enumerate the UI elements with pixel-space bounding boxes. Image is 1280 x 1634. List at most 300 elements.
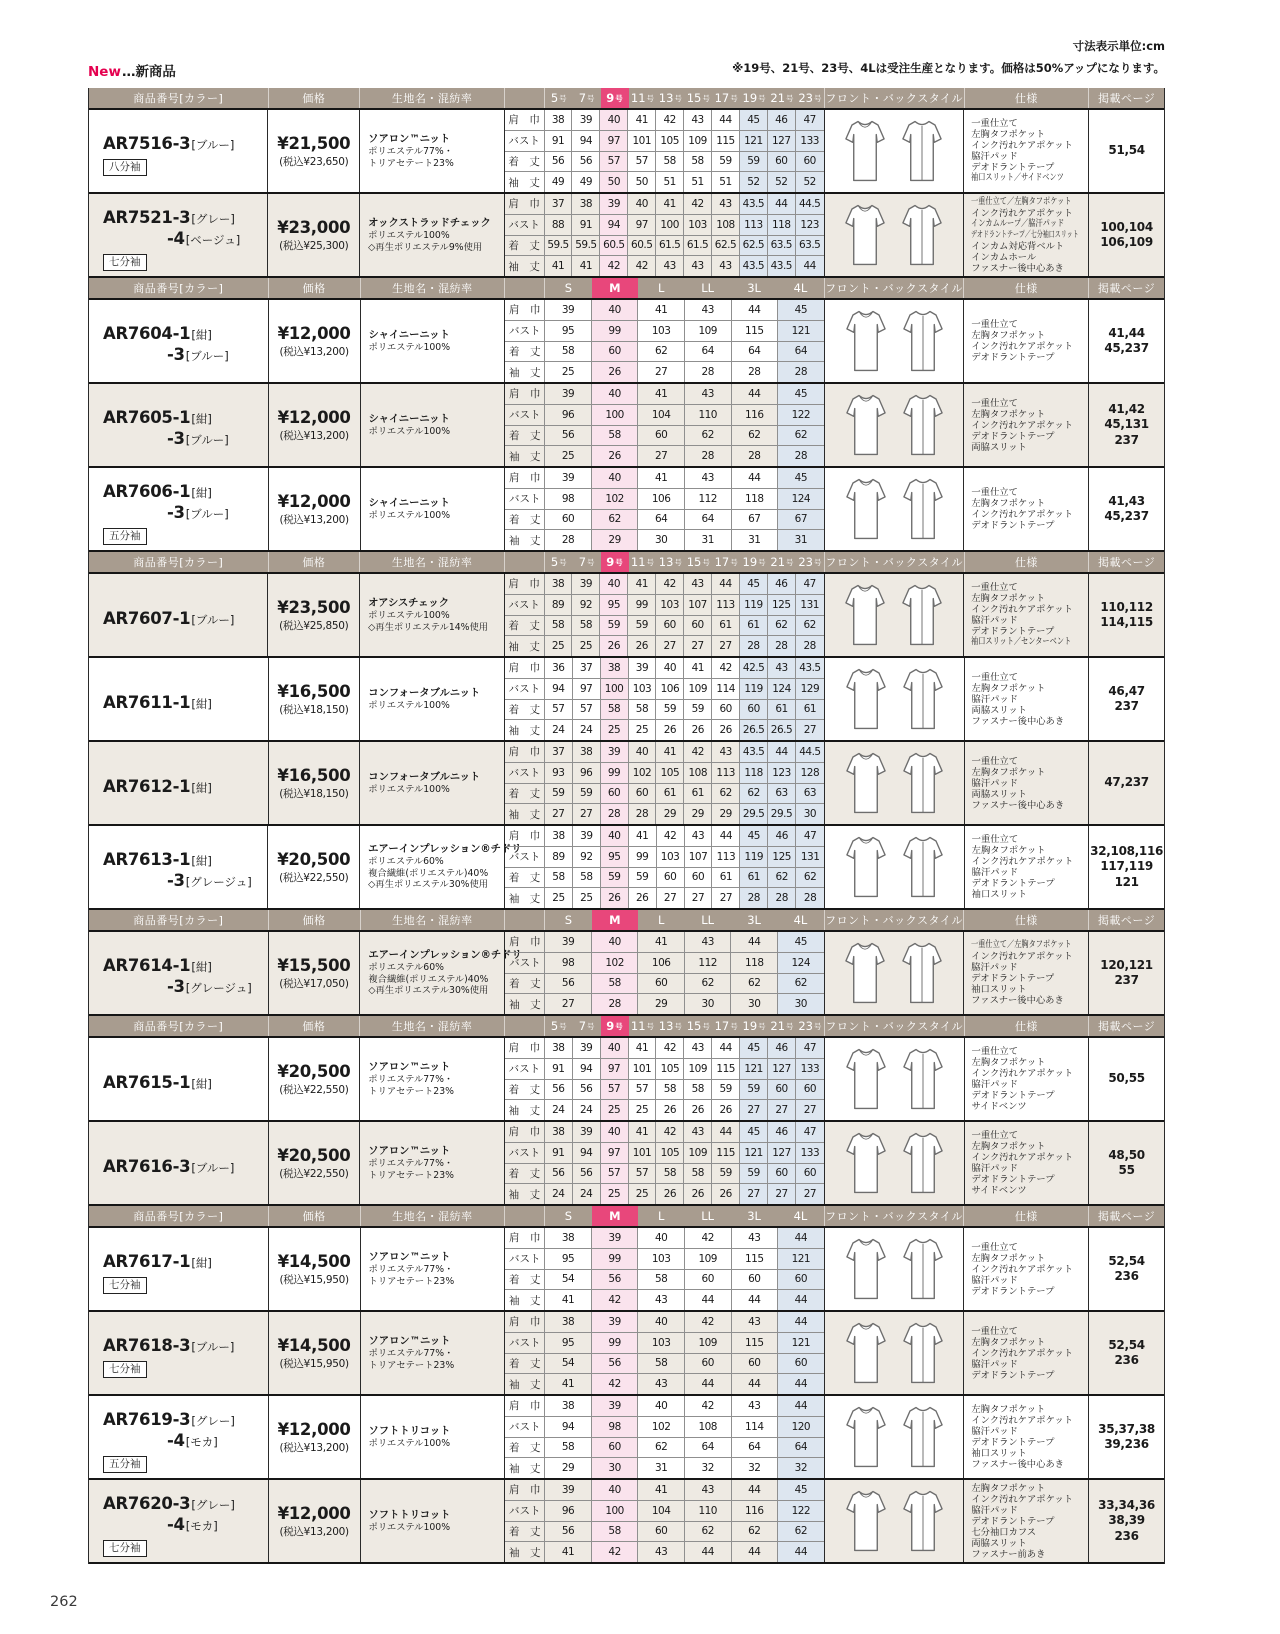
fabric-composition: トリアセテート23% <box>368 1359 455 1371</box>
measurement-row <box>505 974 823 995</box>
measurement-label: 袖 丈 <box>505 1100 545 1120</box>
measurement-value: 101 <box>628 131 656 151</box>
product-code-line <box>103 850 267 871</box>
measurement-value: 105 <box>656 131 684 151</box>
size-column-header: 3L <box>747 281 761 295</box>
column-header-fabric: 生地名・混紡率 <box>361 910 506 930</box>
size-column-header: L <box>658 281 665 295</box>
spec-item: ファスナー後中心あき <box>971 799 1065 811</box>
price-cell <box>268 194 360 276</box>
product-code: AR7611-1 <box>103 692 191 712</box>
measurement-label: 肩 巾 <box>505 574 545 594</box>
page-reference: 51,54 <box>1108 143 1145 158</box>
measurement-value: 99 <box>592 1249 639 1269</box>
measurement-row <box>505 256 824 276</box>
page-reference: 52,54 <box>1108 1337 1145 1352</box>
measurement-value: 67 <box>732 510 779 530</box>
garment-back-illustration <box>897 831 949 903</box>
measurement-row <box>505 679 824 700</box>
measurement-value: 113 <box>712 763 740 783</box>
measurement-value: 41 <box>638 468 685 488</box>
measurement-value: 58 <box>592 1522 639 1542</box>
product-color: [紺] <box>191 780 212 795</box>
fabric-cell <box>360 194 505 276</box>
measurement-value: 131 <box>796 847 824 867</box>
measurement-value: 51 <box>684 172 712 192</box>
spec-item: 一重仕立て <box>971 582 1018 593</box>
measurement-value: 60 <box>685 1354 732 1374</box>
product-color: [紺] <box>191 696 212 711</box>
spec-item: インク汚れケアポケット <box>971 1068 1074 1079</box>
measurement-value: 103 <box>629 679 657 699</box>
spec-item: 脇汗パッド <box>971 151 1018 162</box>
spec-item: 左胸タフポケット <box>971 408 1046 420</box>
measurement-value: 26 <box>600 636 628 656</box>
measurement-value: 99 <box>592 1333 639 1353</box>
measurement-row <box>505 595 824 616</box>
measurement-value: 44 <box>712 110 740 130</box>
spec-cell <box>964 110 1089 192</box>
measurement-row <box>505 236 824 257</box>
measurement-value: 45 <box>740 574 768 594</box>
column-header-price: 価格 <box>269 1016 361 1036</box>
measurement-label: 袖 丈 <box>505 362 545 382</box>
measurement-row <box>505 616 824 637</box>
measurement-value: 45 <box>740 1122 768 1142</box>
measure-label-spacer <box>505 278 545 298</box>
measurement-row <box>505 658 824 679</box>
price-cell <box>269 1228 361 1310</box>
measurement-value: 98 <box>545 953 592 973</box>
product-color: [ブルー] <box>191 1340 235 1354</box>
measurement-value: 103 <box>684 215 712 235</box>
measurement-row <box>505 110 824 131</box>
measurement-value: 45 <box>778 384 824 404</box>
product-cell <box>89 1038 269 1120</box>
product-code-line <box>103 503 268 524</box>
size-column-header: 11 号 <box>630 91 655 105</box>
measurement-value: 133 <box>796 131 824 151</box>
measurement-value: 27 <box>796 720 824 740</box>
column-header-front-back-style: フロント・バックスタイル <box>825 1016 965 1036</box>
measurements-grid <box>505 1480 824 1562</box>
price-main: ¥12,000 <box>277 491 351 511</box>
measurement-value: 32 <box>685 1458 732 1478</box>
measurement-label: 肩 巾 <box>505 826 545 846</box>
garment-back-illustration <box>897 473 949 545</box>
measurement-value: 57 <box>628 152 656 172</box>
measurement-label: バスト <box>505 1501 545 1521</box>
measurement-value: 62.5 <box>712 236 740 256</box>
size-column-header: 23 号 <box>798 1019 822 1033</box>
fabric-name: シャイニーニット <box>368 328 450 341</box>
measurement-value: 58 <box>592 974 639 994</box>
product-code-line <box>103 208 267 229</box>
spec-item: インク汚れケアポケット <box>971 1347 1073 1359</box>
page-reference: 35,37,38 <box>1098 1421 1155 1436</box>
spec-cell <box>965 1038 1090 1120</box>
measurement-value: 40 <box>638 1312 685 1332</box>
measurement-label: 肩 巾 <box>505 1396 545 1416</box>
product-color: [モカ] <box>185 1434 218 1449</box>
fabric-name: エアーインプレッション®チドリ <box>368 842 522 855</box>
measurement-value: 62 <box>778 1522 824 1542</box>
product-row <box>89 1228 1164 1312</box>
size-columns-header <box>505 910 824 930</box>
measurement-value: 109 <box>684 131 712 151</box>
sleeve-length-badge: 七分袖 <box>103 1361 147 1378</box>
size-column-header: M <box>592 910 638 930</box>
front-back-style-cell <box>825 658 965 740</box>
measurement-value: 45 <box>740 826 768 846</box>
measurement-value: 60 <box>732 1354 779 1374</box>
measurement-value: 44 <box>685 1290 732 1310</box>
size-column-header: L <box>658 913 665 927</box>
page-reference: 45,237 <box>1104 509 1149 523</box>
measurement-value: 60 <box>712 700 740 720</box>
measurement-value: 127 <box>768 131 796 151</box>
measurement-value: 122 <box>778 405 824 425</box>
price-tax: (税込¥13,200) <box>279 513 349 526</box>
fabric-cell <box>360 110 505 192</box>
measurement-value: 39 <box>601 742 629 762</box>
measurement-value: 44 <box>768 194 796 214</box>
measurement-value: 46 <box>768 574 796 594</box>
fabric-composition: ポリエステル60% <box>368 855 444 867</box>
fabric-composition: ポリエステル100% <box>368 341 451 353</box>
measurement-value: 28 <box>629 804 657 824</box>
measurement-value: 38 <box>573 742 601 762</box>
measurement-value: 124 <box>778 953 824 973</box>
product-color: [紺] <box>191 485 212 500</box>
column-header-price: 価格 <box>269 278 361 298</box>
measurement-value: 26 <box>656 1100 684 1120</box>
spec-item: ファスナー後中心あき <box>971 995 1064 1006</box>
measurement-label: バスト <box>505 679 545 699</box>
product-code-line <box>103 609 267 630</box>
measurement-value: 58 <box>545 342 592 362</box>
page-reference: 39,236 <box>1104 1437 1149 1451</box>
measurement-row <box>505 742 824 763</box>
measurement-value: 60 <box>545 510 592 530</box>
fabric-cell <box>360 1038 505 1120</box>
measurement-value: 42 <box>592 1542 639 1562</box>
measurement-value: 129 <box>796 679 824 699</box>
measurement-value: 25 <box>573 888 601 908</box>
measurement-value: 97 <box>573 679 601 699</box>
measurement-value: 58 <box>656 152 684 172</box>
column-header-fabric: 生地名・混紡率 <box>361 1206 506 1226</box>
new-legend <box>88 60 176 80</box>
measurement-value: 28 <box>601 804 629 824</box>
measurement-value: 45 <box>740 1038 768 1058</box>
measurement-value: 39 <box>572 574 600 594</box>
measurement-value: 94 <box>573 1143 601 1163</box>
measurement-value: 109 <box>684 1143 712 1163</box>
measurement-row <box>505 1333 823 1354</box>
measurement-row <box>505 152 824 173</box>
product-code: -4 <box>167 228 185 248</box>
measurements-grid <box>505 468 824 550</box>
measurement-label: 袖 丈 <box>505 1184 545 1204</box>
spec-item: 一重仕立て <box>971 1241 1018 1253</box>
measurement-value: 113 <box>740 215 768 235</box>
product-cell <box>89 468 269 550</box>
pages-cell <box>1089 1228 1164 1310</box>
measurement-value: 57 <box>601 1080 629 1100</box>
measurement-value: 38 <box>545 1228 592 1248</box>
measurement-row <box>505 215 824 236</box>
pages-cell <box>1089 1396 1164 1478</box>
measurement-value: 60.5 <box>628 236 656 256</box>
pages-cell <box>1089 826 1164 908</box>
measurement-value: 27 <box>657 888 685 908</box>
measurement-value: 24 <box>573 720 601 740</box>
measurement-value: 28 <box>778 446 824 466</box>
price-cell <box>268 826 360 908</box>
measurement-value: 105 <box>656 1143 684 1163</box>
measurement-value: 120 <box>778 1417 824 1437</box>
spec-item: インク汚れケアポケット <box>971 1263 1073 1275</box>
column-header-product: 商品番号[カラー] <box>89 552 269 572</box>
measurement-value: 43.5 <box>740 256 768 276</box>
measurement-label: 着 丈 <box>505 1438 545 1458</box>
measurement-value: 57 <box>573 700 601 720</box>
product-color: [グレー] <box>191 1413 235 1428</box>
measurement-value: 116 <box>732 1501 779 1521</box>
measurement-value: 108 <box>684 763 712 783</box>
measurement-value: 58 <box>572 616 600 636</box>
measurement-value: 64 <box>732 1438 779 1458</box>
garment-front-illustration <box>840 1485 892 1557</box>
fabric-composition: ポリエステル100% <box>368 1437 451 1449</box>
size-band-header <box>89 1016 1164 1038</box>
fabric-cell <box>361 384 506 466</box>
measurement-value: 109 <box>685 1333 732 1353</box>
fabric-cell <box>361 1480 506 1562</box>
measurement-value: 42 <box>685 1312 732 1332</box>
fabric-composition: 複合繊維(ポリエステル)40% <box>368 973 489 985</box>
measurement-value: 26 <box>712 1100 740 1120</box>
price-tax: (税込¥23,650) <box>279 155 349 168</box>
spec-item: 一重仕立て <box>971 755 1019 767</box>
measurement-value: 64 <box>732 342 779 362</box>
measurement-value: 59 <box>656 700 684 720</box>
measurement-value: 42 <box>592 1290 639 1310</box>
measurement-value: 28 <box>778 362 824 382</box>
product-code-line <box>103 1431 268 1452</box>
front-back-style-cell <box>825 300 965 382</box>
measurement-value: 58 <box>592 426 639 446</box>
measurement-value: 109 <box>684 1059 712 1079</box>
fabric-name: オックストラッドチェック <box>368 216 491 229</box>
measurement-value: 29 <box>592 530 639 550</box>
measurement-value: 38 <box>572 194 600 214</box>
measurement-value: 58 <box>629 700 657 720</box>
product-code: AR7617-1 <box>103 1252 191 1271</box>
spec-item: インク汚れケアポケット <box>971 604 1073 615</box>
product-code: -4 <box>167 1514 185 1534</box>
price-tax: (税込¥13,200) <box>279 429 349 442</box>
measurements-grid <box>505 658 825 740</box>
page-reference: 41,44 <box>1108 325 1145 340</box>
product-code: AR7606-1 <box>103 481 191 501</box>
product-color: [ブルー] <box>191 612 235 627</box>
measurement-row <box>505 826 824 847</box>
front-back-style-cell <box>825 1228 965 1310</box>
spec-item: 左胸タフポケット <box>971 1141 1046 1152</box>
measurement-value: 115 <box>712 1059 740 1079</box>
page-reference: 236 <box>1114 1353 1139 1367</box>
measurement-label: 着 丈 <box>505 236 545 256</box>
measurement-value: 61 <box>740 868 768 888</box>
measurement-value: 27 <box>740 1100 768 1120</box>
measurement-value: 25 <box>629 1100 657 1120</box>
measurement-value: 38 <box>545 1038 573 1058</box>
product-cell <box>89 1228 269 1310</box>
column-header-pages: 掲載ページ <box>1097 556 1156 569</box>
measurement-value: 62 <box>732 1522 779 1542</box>
measurement-value: 58 <box>638 1270 685 1290</box>
measurement-value: 96 <box>545 405 592 425</box>
product-row <box>89 1122 1164 1206</box>
product-color: [ブルー] <box>185 349 229 363</box>
measurement-row <box>505 131 824 152</box>
measurement-value: 119 <box>740 679 768 699</box>
measurement-value: 28 <box>740 888 768 908</box>
price-tax: (税込¥22,550) <box>279 871 349 884</box>
measurement-label: バスト <box>505 847 545 867</box>
price-cell <box>269 1312 361 1394</box>
measurement-value: 62 <box>638 1438 685 1458</box>
measurement-value: 27 <box>638 362 685 382</box>
measurement-value: 94 <box>573 1059 601 1079</box>
measurement-value: 40 <box>601 826 629 846</box>
spec-item: インカム対応背ベルト <box>971 240 1065 252</box>
measurement-label: 着 丈 <box>505 1080 545 1100</box>
measurement-value: 103 <box>656 595 684 615</box>
measurement-value: 43 <box>685 932 732 952</box>
garment-front-illustration <box>840 1401 892 1473</box>
measurement-value: 107 <box>684 595 712 615</box>
measurement-value: 43 <box>712 742 740 762</box>
measurement-value: 45 <box>778 468 824 488</box>
measurement-row <box>505 446 823 466</box>
fabric-composition: ポリエステル100% <box>368 699 450 711</box>
measurement-value: 54 <box>545 1270 592 1290</box>
spec-item: 一重仕立て <box>971 487 1018 498</box>
measurement-value: 32 <box>732 1458 779 1478</box>
size-column-header: 13 号 <box>658 91 682 105</box>
price-cell <box>269 1396 361 1478</box>
spec-item: インカムループ／脇汗パッド <box>971 218 1065 229</box>
column-header-pages: 掲載ページ <box>1097 914 1156 927</box>
price-tax: (税込¥13,200) <box>279 1441 349 1454</box>
measurement-value: 25 <box>545 888 573 908</box>
measurement-value: 60 <box>638 426 685 446</box>
measurement-value: 95 <box>600 595 628 615</box>
measurement-label: バスト <box>505 489 545 509</box>
spec-item: インク汚れケアポケット <box>971 207 1073 219</box>
fabric-cell <box>360 574 505 656</box>
measurement-label: 着 丈 <box>505 510 545 530</box>
measurement-row <box>505 1501 823 1522</box>
product-color: [モカ] <box>185 1518 218 1533</box>
price-cell <box>268 110 360 192</box>
size-column-header: LL <box>701 913 715 927</box>
measurement-row <box>505 888 824 908</box>
measurement-label: バスト <box>505 321 545 341</box>
product-color: [グレー] <box>191 211 235 226</box>
measurement-value: 56 <box>545 426 592 446</box>
measurement-value: 95 <box>545 1333 592 1353</box>
product-cell <box>89 384 269 466</box>
product-code: AR7614-1 <box>103 956 191 975</box>
measurement-value: 98 <box>592 1417 639 1437</box>
price-tax: (税込¥15,950) <box>279 1357 349 1370</box>
measurement-value: 58 <box>684 1080 712 1100</box>
measurement-row <box>505 847 824 868</box>
fabric-composition: ポリエステル77%・ <box>368 1263 454 1275</box>
product-cell <box>89 574 268 656</box>
spec-item: 脇汗パッド <box>971 1274 1018 1286</box>
garment-back-illustration <box>897 389 949 461</box>
measurement-value: 99 <box>629 847 657 867</box>
measurement-value: 43 <box>732 1228 779 1248</box>
spec-item: デオドラントテープ <box>971 878 1055 889</box>
size-column-header: 13 号 <box>658 1019 682 1033</box>
spec-item: 左胸タフポケット <box>971 1404 1046 1415</box>
garment-front-illustration <box>839 115 891 187</box>
measurement-row <box>505 510 823 531</box>
spec-item: デオドラントテープ／七分袖口スリット <box>971 229 1079 240</box>
measurement-label: 肩 巾 <box>505 1312 545 1332</box>
measurement-value: 30 <box>685 994 732 1014</box>
measurement-value: 44.5 <box>796 742 824 762</box>
measurement-value: 59 <box>712 1080 740 1100</box>
size-columns-header <box>505 278 824 298</box>
spec-item: ファスナー後中心あき <box>971 715 1065 727</box>
product-row <box>89 932 1164 1016</box>
measurement-value: 39 <box>545 468 592 488</box>
measurement-label: 袖 丈 <box>505 1290 545 1310</box>
measurement-value: 45 <box>740 110 768 130</box>
measurement-value: 38 <box>545 574 573 594</box>
size-column-header: 4L <box>793 1209 808 1223</box>
fabric-cell <box>360 742 505 824</box>
measurement-label: 袖 丈 <box>505 1542 545 1562</box>
measurement-value: 43 <box>685 468 732 488</box>
measurement-label: 肩 巾 <box>505 194 545 214</box>
measurement-value: 39 <box>592 1396 639 1416</box>
measurement-value: 31 <box>685 530 732 550</box>
size-column-header: 21 号 <box>770 555 794 569</box>
size-column-header: LL <box>701 1209 715 1223</box>
measurement-label: 着 丈 <box>505 342 545 362</box>
page-reference: 237 <box>1114 699 1139 713</box>
measurement-value: 125 <box>768 847 796 867</box>
measurement-value: 59.5 <box>545 236 573 256</box>
measurement-value: 89 <box>545 595 573 615</box>
measurement-value: 43 <box>684 1038 712 1058</box>
size-column-header: 21 号 <box>770 1019 794 1033</box>
measurement-value: 43 <box>685 300 732 320</box>
spec-cell <box>965 826 1090 908</box>
measurement-value: 28 <box>685 362 732 382</box>
measurement-value: 44 <box>732 300 779 320</box>
garment-front-illustration <box>840 1317 892 1389</box>
fabric-composition: ポリエステル100% <box>368 1521 451 1533</box>
